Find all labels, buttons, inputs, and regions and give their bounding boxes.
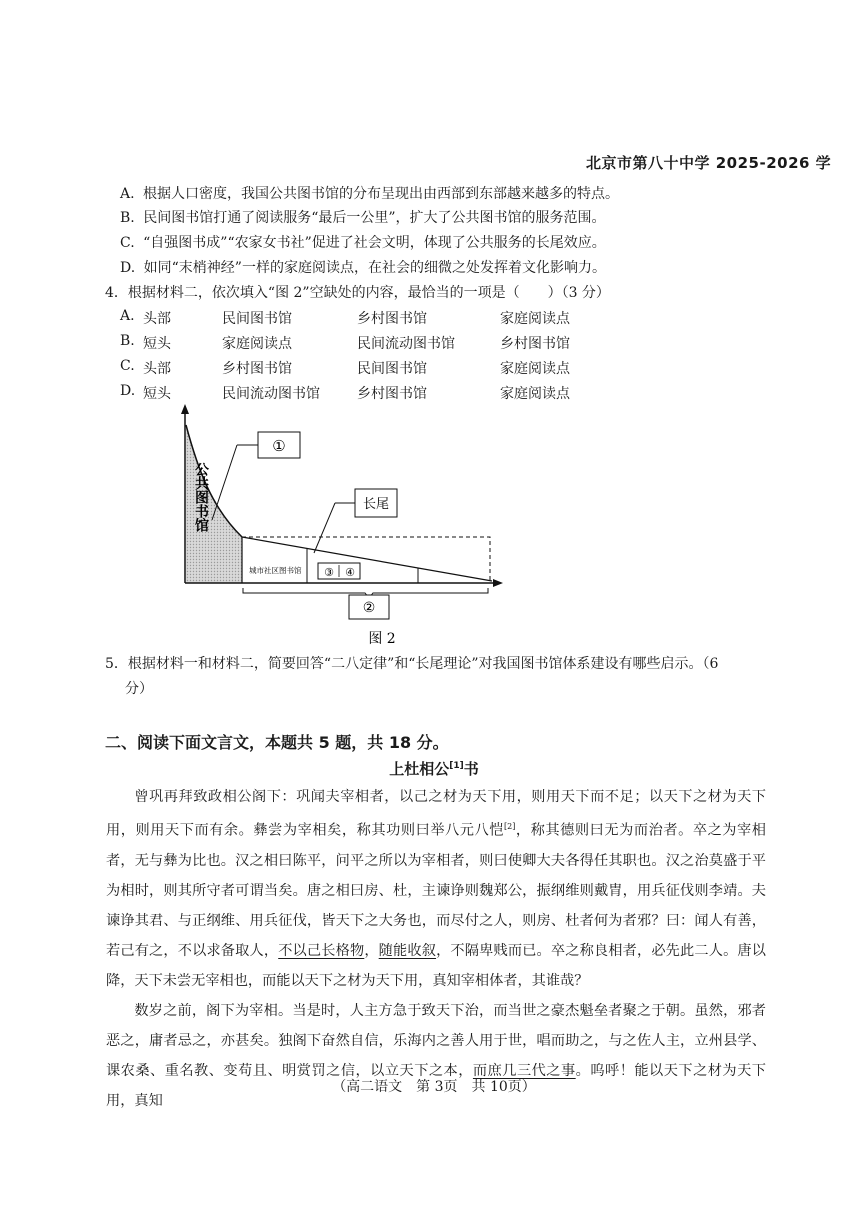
passage-title-main: 上杜相公: [389, 760, 450, 778]
underlined-phrase-2: 随能收叙: [378, 942, 437, 959]
q3-option-c-text: “自强图书成”“农家女书社”促进了社会文明，体现了公共服务的长尾效应。: [143, 235, 606, 251]
q3-option-c-letter: C.: [120, 235, 135, 251]
passage-title: [0, 758, 868, 779]
passage-title-note: [1]: [449, 761, 464, 771]
classical-passage: [106, 782, 766, 1116]
q4-option-b-c2: 家庭阅读点: [222, 336, 292, 352]
label-3: ③: [324, 566, 334, 579]
q4-option-d-c3: 乡村图书馆: [357, 386, 427, 402]
underlined-phrase-1: 不以己长格物: [278, 942, 365, 959]
q5-line-1: 5．根据材料一和材料二，简要回答“二八定律”和“长尾理论”对我国图书馆体系建设有哪些启示。（6: [105, 656, 719, 672]
p2-b: 。呜呼！能以天下之材为天下用，真知: [106, 1062, 766, 1109]
passage-paragraph-1: [106, 782, 766, 996]
figure-caption: 图 2: [368, 631, 396, 647]
y-axis-arrow: [181, 404, 189, 414]
q3-option-d-letter: D.: [120, 260, 136, 276]
q4-option-b-c1: 短头: [143, 336, 171, 352]
q5-line-2: 分）: [125, 681, 153, 697]
q4-option-d-letter: D.: [120, 383, 136, 399]
label-long-tail: 长尾: [362, 497, 390, 512]
q4-option-c-c1: 头部: [143, 361, 171, 377]
p1-note: [2]: [504, 822, 516, 831]
label-4: ④: [345, 566, 355, 579]
q4-stem: 4．根据材料二，依次填入“图 2”空缺处的内容，最恰当的一项是（ ）（3 分）: [105, 285, 610, 301]
q4-option-d-c2: 民间流动图书馆: [222, 386, 320, 402]
q4-option-c-c2: 乡村图书馆: [222, 361, 292, 377]
q3-option-d-text: 如同“末梢神经”一样的家庭阅读点，在社会的细微之处发挥着文化影响力。: [143, 260, 606, 276]
p1-a: 曾巩再拜致政相公阁下：巩闻夫宰相者，以己之材为天下用，则用天下而不足；以天下之材为天下用，则用天下而有余。彝尝为宰相矣，称其功则曰举八元八恺: [106, 789, 766, 839]
label-1: ①: [272, 437, 286, 455]
q4-option-c-c3: 民间图书馆: [357, 361, 427, 377]
q4-option-c-letter: C.: [120, 358, 135, 374]
page-header-title: 北京市第八十中学 2025-2026 学: [586, 154, 832, 172]
section-2-heading: 二、阅读下面文言文，本题共 5 题，共 18 分。: [105, 733, 449, 752]
label-community-library: 城市社区图书馆: [249, 566, 302, 575]
q3-option-b-letter: B.: [120, 210, 135, 226]
q3-option-a-letter: A.: [120, 186, 135, 202]
underlined-phrase-3: 而庶几三代之事: [472, 1062, 576, 1079]
q3-option-a-text: 根据人口密度，我国公共图书馆的分布呈现出由西部到东部越来越多的特点。: [143, 186, 620, 202]
q4-option-d-c1: 短头: [143, 386, 171, 402]
q4-option-c-c4: 家庭阅读点: [500, 361, 570, 377]
q4-option-a-c3: 乡村图书馆: [357, 311, 427, 327]
x-axis-arrow: [493, 579, 503, 587]
passage-title-tail: 书: [463, 760, 479, 778]
q4-option-a-c2: 民间图书馆: [222, 311, 292, 327]
p1-b: ，称其德则曰无为而治者。卒之为宰相者，无与彝为比也。汉之相曰陈平，问平之所以为宰相者，则曰使卿大夫各得任其职也。汉之治莫盛于平为相时，则其所守者可谓当矣。唐之相曰房、杜，主谏诤则魏郑公，振纲维则戴胄，用兵征伐则李靖。夫谏诤其君、与正纲维、用兵征伐，皆天下之大务也，而尽付之人，则房、杜者何为者邪？曰：闻人有善，若己有之，不以求备取人，: [106, 822, 766, 959]
q4-option-d-c4: 家庭阅读点: [500, 386, 570, 402]
label-2: ②: [362, 600, 376, 616]
q4-option-a-letter: A.: [120, 308, 135, 324]
q4-option-b-letter: B.: [120, 333, 135, 349]
p2-a: 数岁之前，阁下为宰相。当是时，人主方急于致天下治，而当世之豪杰魁垒者聚之于朝。虽然，邪者恶之，庸者忌之，亦甚矣。独阁下奋然自信，乐海内之善人用于世，唱而助之，与之佐人主，立州县学、课农桑、重名教、变苟且、明赏罚之信，以立天下之本，: [106, 1002, 766, 1079]
q4-option-b-c4: 乡村图书馆: [500, 336, 570, 352]
q4-option-a-c1: 头部: [143, 311, 171, 327]
q4-option-a-c4: 家庭阅读点: [500, 311, 570, 327]
passage-paragraph-2: [106, 996, 766, 1116]
q3-option-b-text: 民间图书馆打通了阅读服务“最后一公里”，扩大了公共图书馆的服务范围。: [143, 210, 606, 226]
page-footer: （高二语文 第 3页 共 10页）: [332, 1079, 536, 1095]
p1-d: ，不隔卑贱而已。卒之称良相者，必先此二人。唐以降，天下未尝无宰相也，而能以天下之材为天下用，真知宰相体者，其谁哉？: [106, 942, 766, 989]
label-public-library: 公共图书馆: [193, 462, 209, 532]
p1-c: ，: [364, 942, 379, 959]
q4-option-b-c3: 民间流动图书馆: [357, 336, 455, 352]
